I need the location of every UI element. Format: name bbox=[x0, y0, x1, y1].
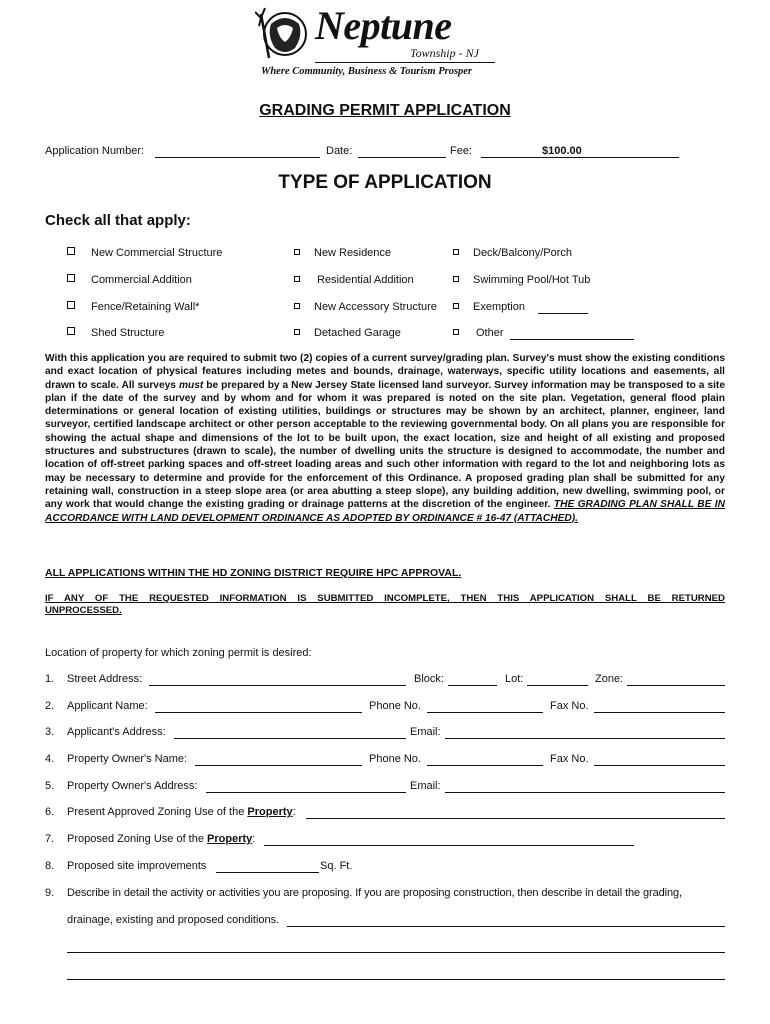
checkbox-fence[interactable]: Fence/Retaining Wall* bbox=[67, 301, 199, 313]
checkbox-icon[interactable] bbox=[294, 329, 300, 335]
hd-zoning-note: ALL APPLICATIONS WITHIN THE HD ZONING DISTRICT REQUIRE HPC APPROVAL. bbox=[45, 567, 462, 579]
lot-field[interactable] bbox=[527, 685, 588, 686]
owner-address-label: Property Owner's Address: bbox=[67, 780, 198, 792]
present-use-label: Present Approved Zoning Use of the Property: bbox=[67, 806, 296, 818]
logo-tagline: Where Community, Business & Tourism Prosper bbox=[261, 66, 473, 77]
field-number: 1. bbox=[45, 673, 55, 685]
applicant-address-field[interactable] bbox=[174, 738, 406, 739]
zone-field[interactable] bbox=[627, 685, 725, 686]
checkbox-icon[interactable] bbox=[67, 274, 75, 282]
applicant-phone-field[interactable] bbox=[427, 712, 543, 713]
logo-subtitle: Township - NJ bbox=[410, 46, 479, 60]
owner-address-field[interactable] bbox=[206, 792, 406, 793]
checkbox-icon[interactable] bbox=[453, 249, 459, 255]
neptune-trident-icon bbox=[255, 6, 313, 62]
site-improvements-field[interactable] bbox=[216, 872, 319, 873]
owner-name-label: Property Owner's Name: bbox=[67, 753, 188, 765]
field-number: 4. bbox=[45, 753, 55, 765]
checkbox-icon[interactable] bbox=[67, 327, 75, 335]
site-improvements-label: Proposed site improvements bbox=[67, 860, 207, 872]
owner-email-field[interactable] bbox=[445, 792, 725, 793]
phone-label: Phone No. bbox=[369, 700, 421, 712]
owner-phone-field[interactable] bbox=[427, 765, 543, 766]
section-title: TYPE OF APPLICATION bbox=[278, 172, 492, 193]
incomplete-note: IF ANY OF THE REQUESTED INFORMATION IS SUBMITTED INCOMPLETE, THEN THIS APPLICATION SHALL BE RETURNED bbox=[45, 593, 725, 604]
checkbox-icon[interactable] bbox=[67, 247, 75, 255]
checkbox-deck[interactable]: Deck/Balcony/Porch bbox=[453, 247, 572, 259]
checkbox-icon[interactable] bbox=[294, 276, 300, 282]
township-logo bbox=[255, 4, 515, 78]
checkbox-garage[interactable]: Detached Garage bbox=[294, 327, 401, 339]
logo-divider bbox=[315, 62, 495, 63]
checkbox-shed[interactable]: Shed Structure bbox=[67, 327, 164, 339]
phone-label: Phone No. bbox=[369, 753, 421, 765]
field-number: 9. bbox=[45, 887, 55, 899]
zone-label: Zone: bbox=[595, 673, 624, 685]
date-field[interactable] bbox=[358, 157, 446, 158]
checkbox-residential-addition[interactable]: Residential Addition bbox=[294, 274, 414, 286]
checkbox-new-residence[interactable]: New Residence bbox=[294, 247, 391, 259]
checkbox-exemption[interactable]: Exemption bbox=[453, 301, 525, 313]
block-label: Block: bbox=[414, 673, 444, 685]
street-address-field[interactable] bbox=[149, 685, 406, 686]
lot-label: Lot: bbox=[505, 673, 524, 685]
exemption-field[interactable] bbox=[538, 313, 588, 314]
street-address-label: Street Address: bbox=[67, 673, 143, 685]
fee-value: $100.00 bbox=[542, 145, 582, 157]
page-title: GRADING PERMIT APPLICATION bbox=[259, 102, 511, 119]
checkbox-pool[interactable]: Swimming Pool/Hot Tub bbox=[453, 274, 590, 286]
field-number: 7. bbox=[45, 833, 55, 845]
logo-name: Neptune bbox=[315, 3, 452, 48]
email-label: Email: bbox=[410, 726, 441, 738]
present-use-field[interactable] bbox=[306, 818, 725, 819]
applicant-email-field[interactable] bbox=[445, 738, 725, 739]
field-number: 5. bbox=[45, 780, 55, 792]
application-number-label: Application Number: bbox=[45, 145, 145, 157]
applicant-address-label: Applicant's Address: bbox=[67, 726, 166, 738]
checkbox-icon[interactable] bbox=[294, 303, 300, 309]
other-field[interactable] bbox=[510, 339, 634, 340]
checkbox-icon[interactable] bbox=[294, 249, 300, 255]
describe-label-cont: drainage, existing and proposed conditions. bbox=[67, 914, 280, 926]
fee-field bbox=[481, 157, 679, 158]
checkbox-commercial-addition[interactable]: Commercial Addition bbox=[67, 274, 192, 286]
field-number: 8. bbox=[45, 860, 55, 872]
checkbox-accessory[interactable]: New Accessory Structure bbox=[294, 301, 437, 313]
checkbox-other[interactable]: Other bbox=[453, 327, 504, 339]
checkbox-icon[interactable] bbox=[453, 303, 459, 309]
date-label: Date: bbox=[326, 145, 353, 157]
proposed-use-field[interactable] bbox=[264, 845, 634, 846]
fax-label: Fax No. bbox=[550, 700, 589, 712]
email-label: Email: bbox=[410, 780, 441, 792]
owner-name-field[interactable] bbox=[195, 765, 362, 766]
describe-field-line-3[interactable] bbox=[67, 979, 725, 980]
describe-field-line-1[interactable] bbox=[287, 926, 725, 927]
check-heading: Check all that apply: bbox=[45, 212, 191, 229]
proposed-use-label: Proposed Zoning Use of the Property: bbox=[67, 833, 256, 845]
field-number: 6. bbox=[45, 806, 55, 818]
incomplete-note-cont: UNPROCESSED. bbox=[45, 605, 122, 616]
application-number-field[interactable] bbox=[155, 157, 320, 158]
checkbox-icon[interactable] bbox=[453, 329, 459, 335]
checkbox-icon[interactable] bbox=[67, 301, 75, 309]
location-intro: Location of property for which zoning permit is desired: bbox=[45, 647, 312, 659]
checkbox-new-commercial[interactable]: New Commercial Structure bbox=[67, 247, 222, 259]
describe-field-line-2[interactable] bbox=[67, 952, 725, 953]
fee-label: Fee: bbox=[450, 145, 473, 157]
checkbox-icon[interactable] bbox=[453, 276, 459, 282]
sqft-label: Sq. Ft. bbox=[320, 860, 353, 872]
field-number: 2. bbox=[45, 700, 55, 712]
fax-label: Fax No. bbox=[550, 753, 589, 765]
applicant-fax-field[interactable] bbox=[594, 712, 725, 713]
field-number: 3. bbox=[45, 726, 55, 738]
block-field[interactable] bbox=[448, 685, 497, 686]
describe-label: Describe in detail the activity or activities you are proposing. If you are proposing construction, then describe in detail the grading, bbox=[67, 887, 682, 899]
instructions-paragraph: With this application you are required to submit two (2) copies of a current survey/grading plan. Survey's must show the existing conditions and exact location of physical features including metes and bounds, drainage, waterways, specific utility locations and easements, all drawn to scale. All surveys must be prepared by a New Jersey State licensed land surveyor. Survey information may be transposed to a site plan if the date of the survey and by whom and for whom it was prepared is noted on the site plan. Vegetation, general flood plain determinations or general location of existing utilities, buildings or structures may be shown by an architect, planner, engineer, land surveyor, certified landscape architect or other person acceptable to the reviewing governmental body. On all plans you are responsible for showing the actual shape and dimensions of the lot to be built upon, the exact location, size and height of all existing and proposed structures and substructures (drawn to scale), the number of dwelling units the structure is designed to accommodate, the number and location of off-street parking spaces and off-street loading areas and such other information with regard to the lot and neighboring lots as may be necessary to determine and provide for the enforcement of this Ordinance. A proposed grading plan shall be submitted for any retaining wall, construction in a steep slope area (or area abutting a steep slope), any building addition, new dwelling, swimming pool, or any work that would change the existing grading or drainage patterns at the discretion of the engineer. THE GRADING PLAN SHALL BE IN ACCORDANCE WITH LAND DEVELOPMENT ORDINANCE AS ADOPTED BY ORDINANCE # 16-47 (ATTACHED). bbox=[45, 353, 725, 524]
owner-fax-field[interactable] bbox=[594, 765, 725, 766]
applicant-name-label: Applicant Name: bbox=[67, 700, 148, 712]
applicant-name-field[interactable] bbox=[155, 712, 362, 713]
